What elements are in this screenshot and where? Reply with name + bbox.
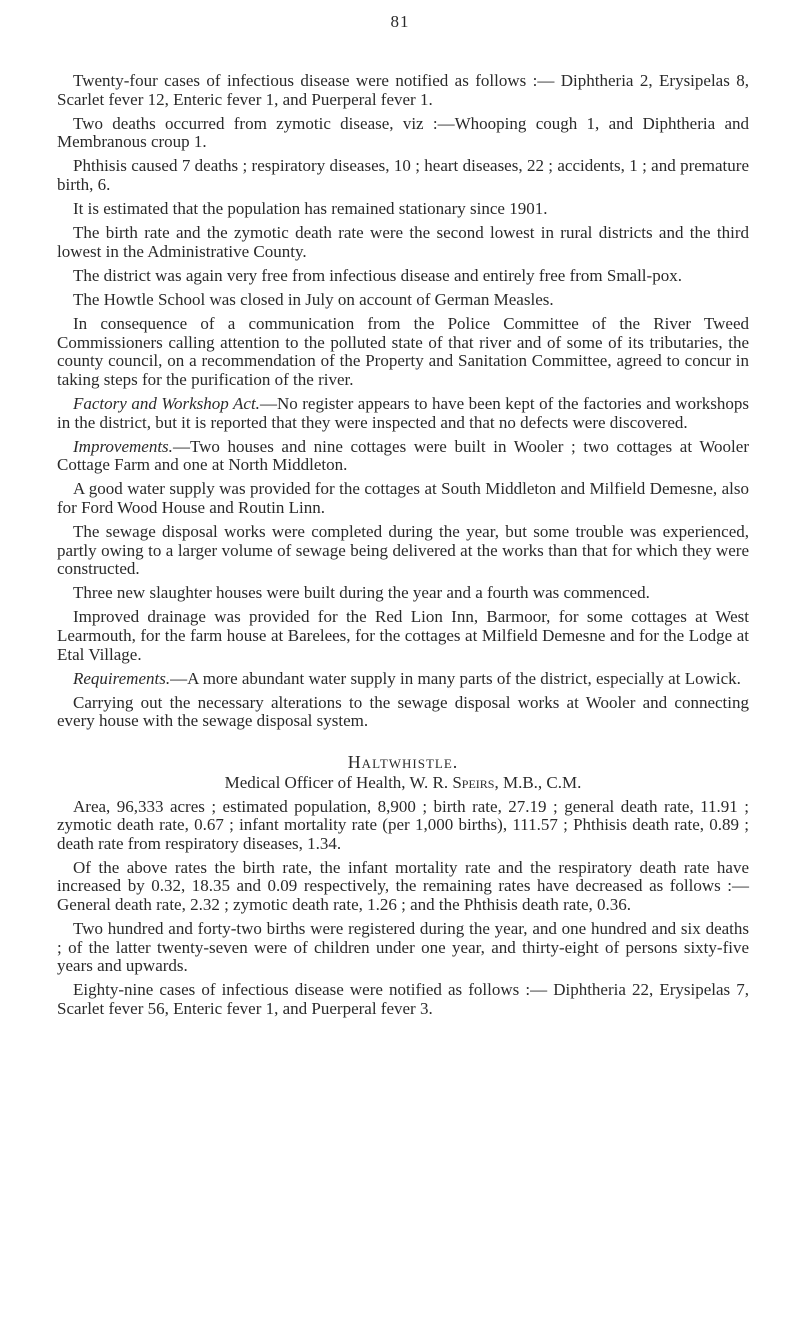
factory-text: —No register appears to have been kept of the factories and workshops in the district, but it is reported that they were inspected and that no defects were discovered. bbox=[57, 393, 749, 432]
paragraph: In consequence of a communication from the Police Committee of the River Tweed Commissioners calling attention to the polluted state of that river and of some of its tributaries, the county council, on a recommendation of the Property and Sanitation Committee, agreed to concur in taking steps for the purification of the river. bbox=[57, 314, 749, 389]
paragraph: The sewage disposal works were completed during the year, but some trouble was experienced, partly owing to a larger volume of sewage being delivered at the works than that for which they were constructed. bbox=[57, 521, 749, 579]
body-text bbox=[57, 72, 749, 1024]
paragraph: It is estimated that the population has remained stationary since 1901. bbox=[73, 199, 548, 219]
requirements-paragraph bbox=[57, 670, 749, 689]
requirements-title: Requirements. bbox=[73, 668, 171, 688]
requirements-text: —A more abundant water supply in many parts of the district, especially at Lowick. bbox=[170, 668, 741, 688]
paragraph: Phthisis caused 7 deaths ; respiratory diseases, 10 ; heart diseases, 22 ; accidents, 1 ; and premature birth, 6. bbox=[57, 156, 749, 194]
improvements-paragraph bbox=[57, 438, 749, 475]
paragraph: Twenty-four cases of infectious disease were notified as follows :— Diphtheria 2, Erysipelas 8, Scarlet fever 12, Enteric fever 1, and Puerperal fever 1. bbox=[57, 71, 749, 109]
factory-paragraph bbox=[57, 395, 749, 432]
officer-prefix: Medical Officer of Health, W. R. bbox=[224, 772, 453, 792]
paragraph: Area, 96,333 acres ; estimated population, 8,900 ; birth rate, 27.19 ; general death rate, 11.91 ; zymotic death rate, 0.67 ; infant mortality rate (per 1,000 births), 111.57 ; Phthisis death rate, 0.89 ; death rate from respiratory diseases, 1.34. bbox=[57, 796, 749, 853]
factory-title: Factory and Workshop Act. bbox=[73, 393, 260, 413]
paragraph: Improved drainage was provided for the Red Lion Inn, Barmoor, for some cottages at West Learmouth, for the farm house at Barelees, for the cottages at Milfield Demesne and for the Lodge at Etal Village. bbox=[57, 607, 749, 664]
paragraph: The Howtle School was closed in July on account of German Measles. bbox=[73, 289, 554, 309]
section-heading: Haltwhistle. bbox=[347, 751, 459, 772]
officer-suffix: , M.B., C.M. bbox=[494, 772, 582, 792]
improvements-title: Improvements. bbox=[73, 436, 173, 456]
officer-name: Speirs bbox=[452, 772, 495, 792]
paragraph: Three new slaughter houses were built during the year and a fourth was commenced. bbox=[73, 583, 650, 603]
paragraph: The birth rate and the zymotic death rate were the second lowest in rural districts and the third lowest in the Administrative County. bbox=[57, 223, 749, 261]
paragraph: Two hundred and forty-two births were registered during the year, and one hundred and six deaths ; of the latter twenty-seven were of children under one year, and thirty-eight of persons sixty-five years and upwards. bbox=[57, 919, 749, 976]
paragraph: Eighty-nine cases of infectious disease were notified as follows :— Diphtheria 22, Erysipelas 7, Scarlet fever 56, Enteric fever 1, and Puerperal fever 3. bbox=[57, 980, 749, 1019]
page-number: 81 bbox=[390, 12, 410, 31]
medical-officer-line bbox=[57, 774, 749, 793]
paragraph: The district was again very free from infectious disease and entirely free from Small-pox. bbox=[73, 265, 682, 285]
improvements-text: —Two houses and nine cottages were built in Wooler ; two cottages at Wooler Cottage Farm and one at North Middleton. bbox=[57, 436, 749, 475]
paragraph: A good water supply was provided for the cottages at South Middleton and Milfield Demesne, also for Ford Wood House and Routin Linn. bbox=[57, 479, 749, 517]
paragraph: Two deaths occurred from zymotic disease, viz :—Whooping cough 1, and Diphtheria and Membranous croup 1. bbox=[57, 113, 749, 152]
paragraph: Of the above rates the birth rate, the infant mortality rate and the respiratory death rate have increased by 0.32, 18.35 and 0.09 respectively, the remaining rates have decreased as follows :—General death rate, 2.32 ; zymotic death rate, 1.26 ; and the Phthisis death rate, 0.36. bbox=[57, 857, 749, 915]
paragraph: Carrying out the necessary alterations to the sewage disposal works at Wooler and connecting every house with the sewage disposal system. bbox=[57, 692, 749, 731]
